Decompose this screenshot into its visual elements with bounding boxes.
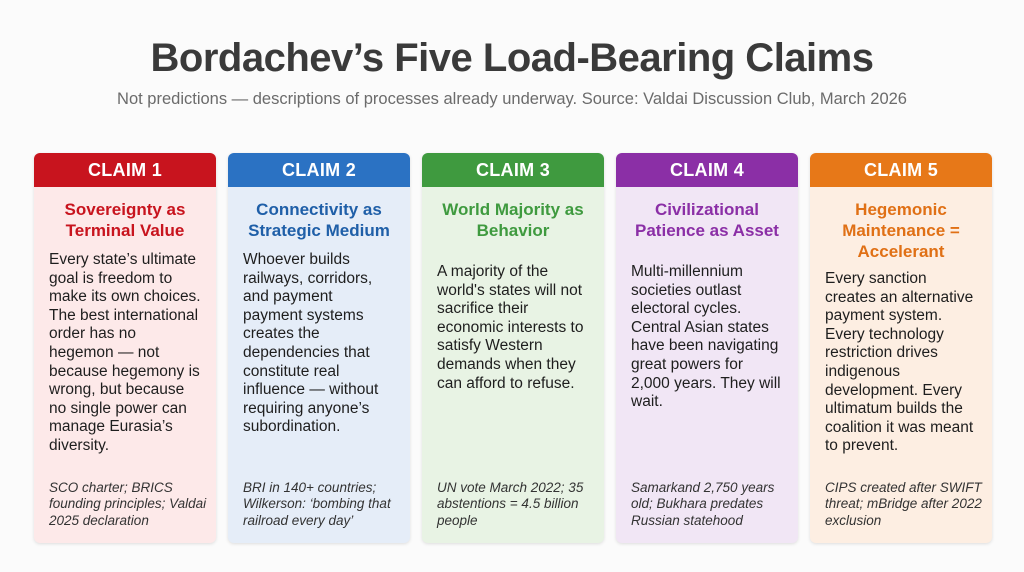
- claim-label: CLAIM 1: [34, 153, 216, 187]
- claim-label: CLAIM 3: [422, 153, 604, 187]
- claim-card-3: [422, 153, 604, 543]
- claim-label: CLAIM 5: [810, 153, 992, 187]
- claim-body: Every sanction creates an alternative payment system. Every technology restriction drives indigenous development. Every ultimatum builds the coalition it was meant to prevent.: [825, 270, 974, 455]
- claim-title: World Majority as Behavior: [442, 200, 584, 240]
- claim-body: Every state’s ultimate goal is freedom to make its own choices. The best international order has no hegemon — not because hegemony is wrong, but because no single power can manage Eurasia’s diversity.: [49, 251, 201, 454]
- claim-title: Hegemonic Maintenance = Accelerant: [842, 200, 960, 261]
- claim-body: A majority of the world's states will not sacrifice their economic interests to satisfy Western demands when they can afford to refuse.: [437, 263, 584, 392]
- claim-body: Multi-millennium societies outlast electoral cycles. Central Asian states have been navigating great powers for 2,000 years. They will wait.: [631, 263, 781, 411]
- claim-card-4: [616, 153, 798, 543]
- claim-source: SCO charter; BRICS founding principles; Valdai 2025 declaration: [49, 479, 207, 528]
- claim-source: UN vote March 2022; 35 abstentions = 4.5 billion people: [437, 479, 584, 528]
- claim-source: BRI in 140+ countries; Wilkerson: ‘bombing that railroad every day’: [243, 479, 391, 528]
- claim-label: CLAIM 2: [228, 153, 410, 187]
- claim-source: Samarkand 2,750 years old; Bukhara predates Russian statehood: [631, 479, 775, 528]
- claim-label: CLAIM 4: [616, 153, 798, 187]
- page-subtitle: Not predictions — descriptions of processes already underway. Source: Valdai Discussion Club, March 2026: [117, 90, 907, 108]
- claim-title: Sovereignty as Terminal Value: [64, 200, 186, 240]
- claim-source: CIPS created after SWIFT threat; mBridge after 2022 exclusion: [825, 479, 982, 528]
- page-title: Bordachev’s Five Load-Bearing Claims: [150, 36, 874, 80]
- claim-card-2: [228, 153, 410, 543]
- claim-title: Civilizational Patience as Asset: [635, 200, 779, 240]
- claim-title: Connectivity as Strategic Medium: [248, 200, 390, 240]
- claim-card-5: [810, 153, 992, 543]
- claims-row: [34, 153, 990, 543]
- claim-body: Whoever builds railways, corridors, and payment payment systems creates the dependencies that constitute real influence — without requiring anyone’s subordination.: [243, 251, 379, 436]
- claim-card-1: [34, 153, 216, 543]
